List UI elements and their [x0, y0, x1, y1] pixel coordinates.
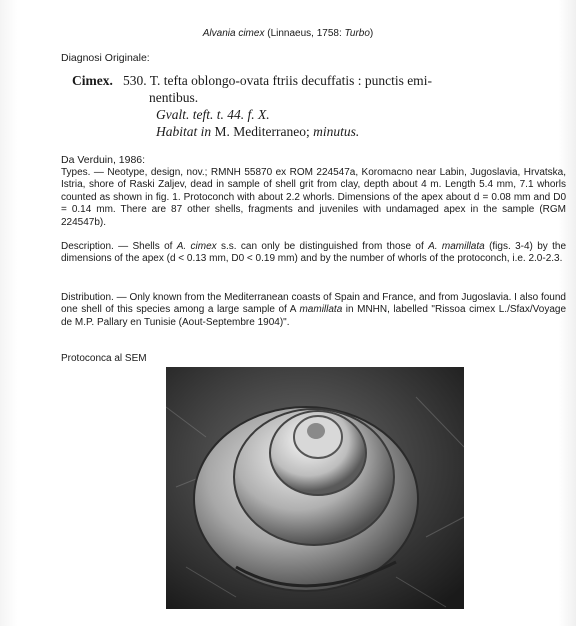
distribution-paragraph: [61, 292, 566, 329]
figure-label: Protoconca al SEM: [61, 353, 147, 364]
description-text-3: (figs. 3-4) by the dimensions of the apex (d < 0.13 mm, D0 < 0.19 mm) and by the number of whorls of the protoconch, i.e. 2.0-2.3.: [61, 241, 567, 265]
diagnosi-label: Diagnosi Originale:: [61, 52, 150, 64]
species-mamillata: A. mamillata: [428, 241, 485, 252]
page-header: [0, 28, 576, 39]
sem-photo: [166, 367, 464, 609]
types-paragraph: Types. — Neotype, design, nov.; RMNH 55870 ex ROM 224547a, Koromacno near Labin, Jugoslavia, Hrvatska, Istria, shore of Raski Zaljev, dead in sample of shell grit from clay, depth about 4 m. Length 5.4 mm, 7.1 whorls counted as shown in fig. 1. Protoconch with about 2.2 whorls. Dimensions of the apex about d = 0.08 mm and D0 = 0.14 mm. There are 87 other shells, fragments and juveniles with undamaged apex in the sample (RGM 224547b).: [61, 167, 566, 228]
verduin-label: Da Verduin, 1986:: [61, 154, 146, 166]
diagnosis-name: Cimex.: [72, 73, 113, 88]
original-genus: Turbo: [344, 28, 370, 39]
distribution-text-2: in MNHN, labelled "Rissoa cimex L./Sfax/Voyage de M.P. Pallary en Tunisie (Aout-Septembre 1904)".: [61, 304, 567, 328]
authority-prefix: (Linnaeus, 1758:: [267, 28, 345, 39]
species-mamillata-2: mamillata: [299, 304, 343, 316]
minutus-word: minutus.: [313, 124, 360, 139]
species-name: Alvania cimex: [202, 28, 265, 39]
diagnosis-text: T. tefta oblongo-ovata ftriis decuffatis : punctis emi-: [149, 73, 432, 88]
diagnosis-line-2: nentibus.: [149, 90, 199, 105]
description-text-2: s.s. can only be distinguished from those of: [216, 241, 429, 252]
distribution-text-1: Distribution. — Only known from the Mediterranean coasts of Spain and France, and from Jugoslavia. I also found one shell of this species among a large sample of A: [61, 292, 566, 316]
diagnosis-line-4: [72, 123, 572, 140]
original-diagnosis: [72, 72, 572, 140]
diagnosis-number: 530.: [123, 73, 147, 88]
habitat-word: Habitat: [156, 124, 198, 139]
species-cimex: A. cimex: [176, 241, 217, 252]
diagnosis-line-3: Gvalt. teft. t. 44. f. X.: [156, 107, 270, 122]
description-paragraph: [61, 241, 566, 266]
habitat-text: M. Mediterraneo;: [214, 124, 310, 139]
authority-suffix: ): [369, 28, 374, 39]
diagnosis-line-1: [72, 72, 572, 89]
in-word: in: [200, 124, 212, 139]
description-text-1: Description. — Shells of: [61, 241, 177, 252]
